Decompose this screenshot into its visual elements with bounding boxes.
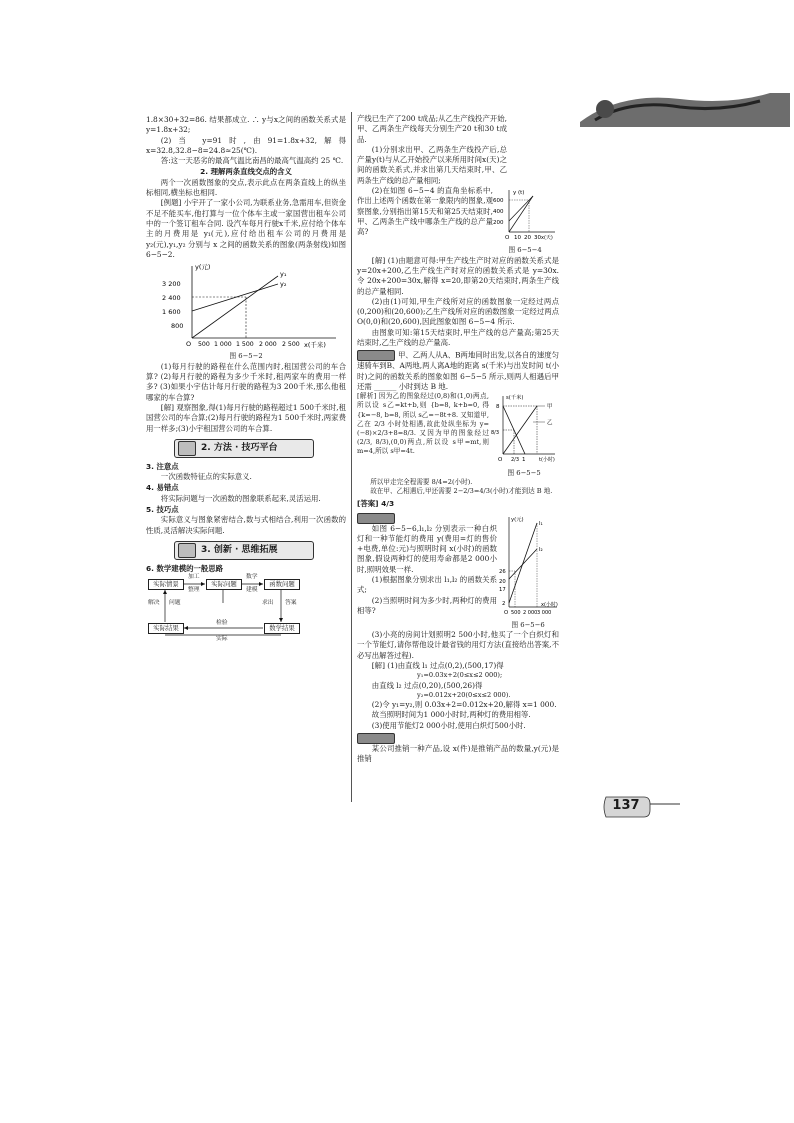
modeling-flowchart <box>146 574 346 643</box>
right-column <box>357 114 559 765</box>
flow-label: 解决 <box>148 600 160 607</box>
section-heading: 3. 注意点 <box>146 461 179 471</box>
solution-text: [解] (1)由题意可得:甲生产线生产时对应的函数关系式是 y=20x+200,乙生产线生产时对应的函数关系式是 y=30x. 令 20x+200=30x,解得 x=20,即第20天结束时,两条生产线的总产量相同. <box>357 255 559 296</box>
solution-text: (2)令 y₁=y₂,则 0.03x+2=0.012x+20,解得 x=1 000. <box>371 700 557 710</box>
x-tick-label: 1 500 <box>236 341 254 349</box>
formula-text: y₂=0.012x+20(0≤x≤2 000). <box>417 690 511 699</box>
x-tick-label: 2 500 <box>282 341 300 349</box>
line-label: 乙 <box>547 420 553 427</box>
x-axis-label: x(天) <box>541 235 553 242</box>
line-l1 <box>509 523 537 603</box>
flow-label: 问题 <box>169 600 181 607</box>
page-number: 137 <box>612 798 640 813</box>
figure-6-5-6 <box>497 513 559 631</box>
figure-caption: 图 6−5−4 <box>508 246 542 255</box>
formula-text: y₁=0.03x+2(0≤x≤2 000); <box>417 671 503 680</box>
text-block: 实际意义与图象紧密结合,数与式相结合,利用一次函数的性质,灵活解决实际问题. <box>146 515 346 535</box>
x-tick-label: 10 <box>514 235 521 242</box>
solution-text: 由直线 l₂ 过点(0,20),(500,26)得 <box>371 680 483 690</box>
x-tick-label: 500 <box>511 609 521 616</box>
x-tick-label: 2 000 <box>523 609 538 616</box>
flow-box: 实际结果 <box>148 623 184 634</box>
section-banner <box>174 541 314 560</box>
text-block: 答:这一天恶劣的最高气温比南昌的最高气温高约 25 ℃. <box>160 156 344 166</box>
y-axis-label: s(千米) <box>506 395 524 402</box>
y-tick-label: 8/3 <box>491 430 500 437</box>
section-heading: 2. 理解两条直线交点的含义 <box>200 167 292 177</box>
y-tick-label: 2 400 <box>162 294 181 303</box>
solution-text: 由图象可知:第15天结束时,甲生产线的总产量高;第25天结束时,乙生产线的总产量高. <box>357 327 559 348</box>
problem-body: 如图 6−5−6,l₁,l₂ 分别表示一种白炽灯和一种节能灯的费用 y(费用=灯的售价+电费,单位:元)与照明时间 x(小时)的函数图象,假设两种灯的使用寿命都是2 000小时,照明效果一样. <box>357 523 497 574</box>
origin-label: O <box>498 457 503 464</box>
line-label: l₂ <box>539 546 543 553</box>
x-axis-label: x(千米) <box>304 341 326 349</box>
text-block: (1)分别求出甲、乙两条生产线投产后,总产量y(t)与从乙开始投产以来所用时间x(天)之间的函数关系式,并求出第几天结束时,甲、乙两条生产线的总产量相同; <box>357 144 507 185</box>
y-tick-label: 200 <box>493 220 504 227</box>
problem-text <box>357 513 497 524</box>
x-tick-label: 30 <box>534 235 541 242</box>
problem-tag-icon <box>357 513 395 524</box>
y-tick-label: 2 <box>502 600 506 607</box>
question-text: (1)根据图象分别求出 l₁,l₂ 的函数关系式; <box>357 575 497 595</box>
y-tick-label: 26 <box>499 568 506 575</box>
x-tick-label: 2/3 <box>511 457 520 464</box>
answer-text: [答案] 4/3 <box>357 499 395 509</box>
y-tick-label: 8 <box>496 404 500 411</box>
x-tick-label: 1 <box>522 457 526 464</box>
line-l2 <box>509 549 537 579</box>
problem-body: 某公司推销一种产品,设 x(件)是推销产品的数量,y(元)是推销 <box>357 743 559 764</box>
figure-caption: 图 6−5−2 <box>229 352 263 361</box>
flow-box: 数学结果 <box>264 623 300 634</box>
y-tick-label: 3 200 <box>162 280 181 289</box>
origin-label: O <box>505 235 510 242</box>
solution-text: (2)由(1)可知,甲生产线所对应的函数图象一定经过两点(0,200)和(20,600);乙生产线所对应的函数图象一定经过两点 O(0,0)和(20,600),因此图象如图 6−5−4 所示. <box>357 296 559 327</box>
solution-text: [解] (1)由直线 l₁ 过点(0,2),(500,17)得 <box>371 661 504 671</box>
y-tick-label: 17 <box>499 586 506 593</box>
section-heading: 4. 易错点 <box>146 483 179 493</box>
x-tick-label: 3 000 <box>537 609 552 616</box>
flow-box: 实际情景 <box>148 579 184 590</box>
analysis-text: 所以甲走完全程需要 8/4=2(小时). <box>370 477 473 486</box>
column-divider <box>351 112 352 802</box>
flow-label: 检验 <box>216 620 228 627</box>
x-tick-label: 20 <box>524 235 531 242</box>
flow-label: 加工 <box>188 574 200 581</box>
x-tick-label: 2 000 <box>259 341 277 349</box>
line-label: l₁ <box>539 520 543 527</box>
section-heading: 5. 技巧点 <box>146 505 179 515</box>
y-axis-label: y(元) <box>511 516 524 523</box>
line-label: y₂ <box>280 280 287 289</box>
problem-text <box>357 733 559 744</box>
section-heading: 6. 数学建模的一般思路 <box>146 563 224 573</box>
text-block: 1.8×30+32=86. 结果都成立. ∴ y与x之间的函数关系式是 y=1.8x+32; <box>146 115 346 135</box>
flow-label: 整理 <box>188 587 200 594</box>
flow-box: 函数问题 <box>264 579 300 590</box>
line-label: y₁ <box>280 270 287 279</box>
solution-text: [解] 观察图象,得(1)每月行驶的路程超过1 500千米时,租国营公司的车合算;(2)每月行驶的路程为1 500千米时,两家费用一样多;(3)小宇租国营公司的车合算. <box>146 402 346 433</box>
solution-text: (3)使用节能灯2 000小时,使用白炽灯500小时. <box>371 720 526 730</box>
text-block: (2)在如图 6−5−4 的直角坐标系中,作出上述两个函数在第一象限内的图象,观察图象,分别指出第15天和第25天结束时,甲、乙两条生产线中哪条生产线的总产量高? <box>357 186 493 237</box>
analysis-text: [解析] 因为乙的图象经过(0,8)和(1,0)两点,所以设 s乙=kt+b,则 {b=8, k+b=0, 得 {k=−8, b=8, 所以 s乙=−8t+8. 又知道甲,乙在 2/3 小时处相遇,故此处纵坐标为 y=(−8)×2/3+8=8/3. 又因为甲的图象经过(2/3, 8/3),(0,0)两点,所以设 s甲=mt,则 m=4,所以 s甲=4t. <box>357 392 489 456</box>
corner-ornament <box>560 87 790 127</box>
y-axis-label: y(元) <box>195 263 211 272</box>
figure-caption: 图 6−5−5 <box>507 468 541 477</box>
y-tick-label: 20 <box>499 578 506 585</box>
y-tick-label: 400 <box>493 209 504 216</box>
problem-tag-icon <box>357 733 395 744</box>
banner-title: 3. 创新 · 思维拓展 <box>201 545 278 556</box>
banner-icon <box>178 441 196 456</box>
x-tick-label: 500 <box>198 341 210 349</box>
question-text: (2)当照明时间为多少时,两种灯的费用相等? <box>357 595 497 615</box>
figure-caption: 图 6−5−6 <box>511 620 545 629</box>
text-block: (2)当 y=91时,由91=1.8x+32,解得 x=32.8,32.8−8=24.8≈25(℃). <box>146 135 346 155</box>
question-text: (3)小亮的房间计划照明2 500小时,他买了一个白炽灯和一个节能灯,请你帮他设计最省钱的用灯方法(直接给出答案,不必写出解答过程). <box>357 630 559 660</box>
left-column <box>146 115 346 643</box>
flow-box: 实际问题 <box>206 579 242 590</box>
figure-6-5-5 <box>489 392 559 478</box>
flow-label: 实际 <box>216 636 228 643</box>
section-banner <box>174 439 314 458</box>
origin-label: O <box>186 340 192 349</box>
banner-icon <box>178 543 196 558</box>
flow-arrows <box>146 577 306 639</box>
text-block: 一次函数特征点的实际意义. <box>160 472 252 482</box>
y-tick-label: 1 600 <box>162 308 181 317</box>
flow-label: 答案 <box>285 600 297 607</box>
x-tick-label: 1 000 <box>214 341 232 349</box>
y-axis-label: y (t) <box>513 190 525 197</box>
question-text: (1)每月行驶的路程在什么范围内时,租国营公司的车合算? (2)每月行驶的路程为多少千米时,租两家车的费用一样多? (3)如果小宇估计每月行驶的路程为3 200千米,那么他租哪家的车合算? <box>146 361 346 402</box>
line-label: 甲 <box>547 404 553 411</box>
analysis-text: 故在甲、乙相遇后,甲还需要 2−2/3=4/3(小时)才能到达 B 地. <box>370 487 553 496</box>
x-axis-label: t(小时) <box>539 457 555 464</box>
flow-label: 数学 <box>246 574 258 581</box>
flow-label: 求出 <box>262 600 274 607</box>
text-block: 两个一次函数图象的交点,表示此点在两条直线上的纵坐标相同,横坐标也相同. <box>146 177 346 198</box>
banner-title: 2. 方法 · 技巧平台 <box>201 443 278 454</box>
flow-label: 建模 <box>246 587 258 594</box>
text-block: 产线已生产了200 t成品;从乙生产线投产开始,甲、乙两条生产线每天分别生产20 t和30 t成品. <box>357 114 507 144</box>
problem-body: 甲、乙两人从A、B两地同时出发,以各自的速度匀速骑车到B、A两地,两人离A地的距离 s(千米)与出发时间 t(小时)之间的函数关系的图象如图 6−5−5 所示,则两人相遇后甲还需 ______ 小时到达 B 地. <box>357 350 559 391</box>
problem-tag-icon <box>357 350 395 361</box>
text-block: 将实际问题与一次函数的图象联系起来,灵活运用. <box>160 493 321 503</box>
solution-text: 故当照明时间为1 000小时时,两种灯的费用相等. <box>371 710 531 720</box>
example-text: [例题] 小宇开了一家小公司,为联系业务,急需用车,但资金不足不能买车,他打算与一位个体车主或一家国营出租车公司中的一个签订租车合同. 设汽车每月行驶x千米,应付给个体车主的月费用是 y₁(元),应付给出租车公司的月费用是 y₂(元),y₁,y₂ 分别与 x 之间的函数关系的图象(两条射线)如图 6−5−2. <box>146 198 346 259</box>
origin-label: O <box>504 609 509 616</box>
figure-6-5-2 <box>146 260 346 348</box>
problem-text <box>357 350 559 392</box>
y-tick-label: 600 <box>493 198 504 205</box>
figure-6-5-4 <box>493 186 557 256</box>
y-tick-label: 800 <box>171 322 184 331</box>
x-axis-label: x(小时) <box>541 601 558 608</box>
